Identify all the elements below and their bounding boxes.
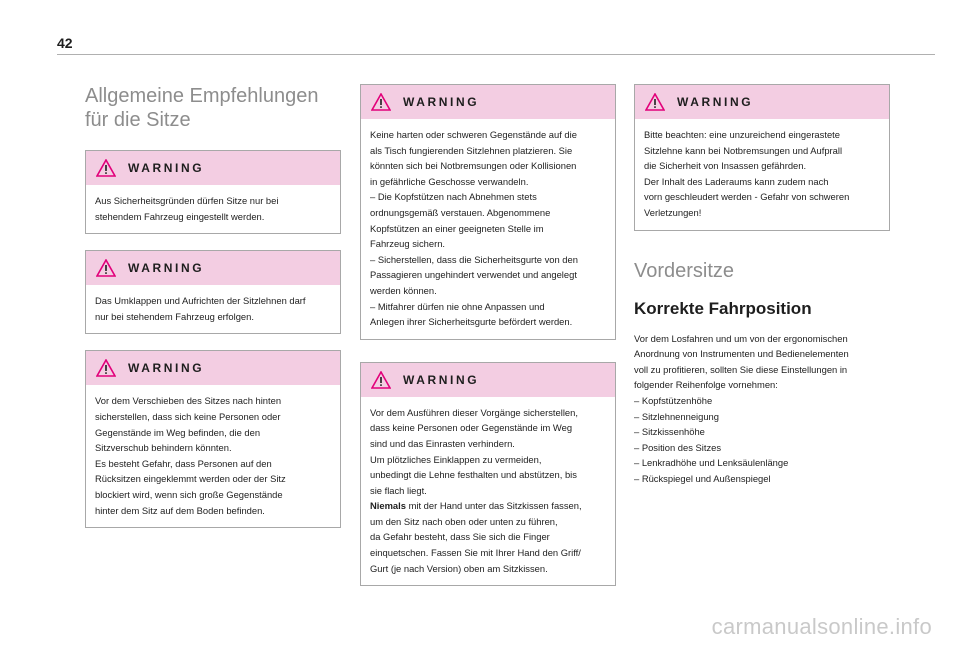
warning-box xyxy=(85,150,341,234)
warning-triangle-icon xyxy=(96,259,116,277)
title-line-1: Allgemeine Empfehlungen xyxy=(85,85,319,107)
warning-box xyxy=(85,250,341,334)
intro-paragraph: Vor dem Losfahren und um von der ergonomischen Anordnung von Instrumenten und Bedienelementen voll zu profitieren, sollten Sie diese Einstellungen in folgender Reihenfolge vornehmen: xyxy=(634,332,849,391)
warning-header xyxy=(361,85,615,119)
adjustment-list xyxy=(634,393,890,487)
warning-box xyxy=(634,84,890,231)
warning-triangle-icon xyxy=(96,159,116,177)
list-item: – Rückspiegel und Außenspiegel xyxy=(634,471,890,487)
warning-triangle-icon xyxy=(645,93,665,111)
list-item: – Lenkradhöhe und Lenksäulenlänge xyxy=(634,455,890,471)
warning-title: WARNING xyxy=(128,161,205,175)
sub-title-driving-position: Korrekte Fahrposition xyxy=(634,298,812,318)
list-item: – Kopfstützenhöhe xyxy=(634,393,890,409)
warning-body: Keine harten oder schweren Gegenstände auf die als Tisch fungierenden Sitzlehnen platzieren. Sie könnten sich bei Notbremsungen oder Kollisionen in gefährliche Geschosse verwandeln. – Die Kopfstützen nach Abnehmen stets ordnungsgemäß verstauen. Abgenommene Kopfstützen an einer geeigneten Stelle im Fahrzeug sichern. – Sicherstellen, dass die Sicherheitsgurte von den Passagieren ungehindert verwendet und angelegt werden können. – Mitfahrer dürfen nie ohne Anpassen und Anlegen ihrer Sicherheitsgurte befördert werden. xyxy=(370,129,578,328)
warning-box xyxy=(360,362,616,587)
warning-body: Aus Sicherheitsgründen dürfen Sitze nur bei stehendem Fahrzeug eingestellt werden. xyxy=(95,195,279,222)
warning-header xyxy=(86,251,340,285)
warning-title: WARNING xyxy=(403,95,480,109)
header-rule xyxy=(57,54,935,55)
page-number: 42 xyxy=(57,35,73,51)
warning-header xyxy=(86,351,340,385)
column-middle xyxy=(360,84,616,602)
watermark[interactable]: carmanualsonline.info xyxy=(711,614,932,639)
warning-body: Vor dem Ausführen dieser Vorgänge sicherstellen, dass keine Personen oder Gegenstände im Weg sind und das Einrasten verhindern. Um plötzliches Einklappen zu vermeiden, unbedingt die Lehne festhalten und abstützen, bis sie flach liegt. Niemals mit der Hand unter das Sitzkissen fassen, um den Sitz nach oben oder unten zu führen, da Gefahr besteht, dass Sie sich die Finger einquetschen. Fassen Sie mit Ihrer Hand den Griff/ Gurt (je nach Version) oben am Sitzkissen. xyxy=(370,406,582,574)
warning-title: WARNING xyxy=(677,95,754,109)
warning-body: Bitte beachten: eine unzureichend eingerastete Sitzlehne kann bei Notbremsungen und Aufprall die Sicherheit von Insassen gefährden. Der Inhalt des Laderaums kann zudem nach vorn geschleudert werden - Gefahr von schweren Verletzungen! xyxy=(644,129,850,218)
warning-title: WARNING xyxy=(128,261,205,276)
warning-triangle-icon xyxy=(371,371,391,389)
warning-box xyxy=(85,350,341,528)
warning-box xyxy=(360,84,616,340)
title-line-2: für die Sitze xyxy=(85,109,191,131)
column-left xyxy=(85,84,341,544)
warning-body: Das Umklappen und Aufrichten der Sitzlehnen darf nur bei stehendem Fahrzeug erfolgen. xyxy=(95,295,306,322)
warning-title: WARNING xyxy=(128,361,205,376)
section-title-front-seats: Vordersitze xyxy=(634,259,735,282)
list-item: – Sitzkissenhöhe xyxy=(634,424,890,440)
list-item: – Sitzlehnenneigung xyxy=(634,409,890,425)
emphasis-never: Niemals xyxy=(370,500,406,512)
warning-header xyxy=(361,363,615,397)
warning-header xyxy=(635,85,889,119)
warning-triangle-icon xyxy=(96,359,116,377)
section-title-general xyxy=(85,84,341,132)
warning-triangle-icon xyxy=(371,93,391,111)
column-right xyxy=(634,84,890,487)
warning-title: WARNING xyxy=(403,372,480,387)
warning-body: Vor dem Verschieben des Sitzes nach hinten sicherstellen, dass sich keine Personen oder Gegenstände im Weg befinden, die den Sitzverschub behindern könnten. Es besteht Gefahr, dass Personen auf den Rücksitzen eingeklemmt werden oder der Sitz blockiert wird, wenn sich große Gegenstände hinter dem Sitz auf dem Boden befinden. xyxy=(95,395,286,516)
list-item: – Position des Sitzes xyxy=(634,440,890,456)
warning-header xyxy=(86,151,340,185)
